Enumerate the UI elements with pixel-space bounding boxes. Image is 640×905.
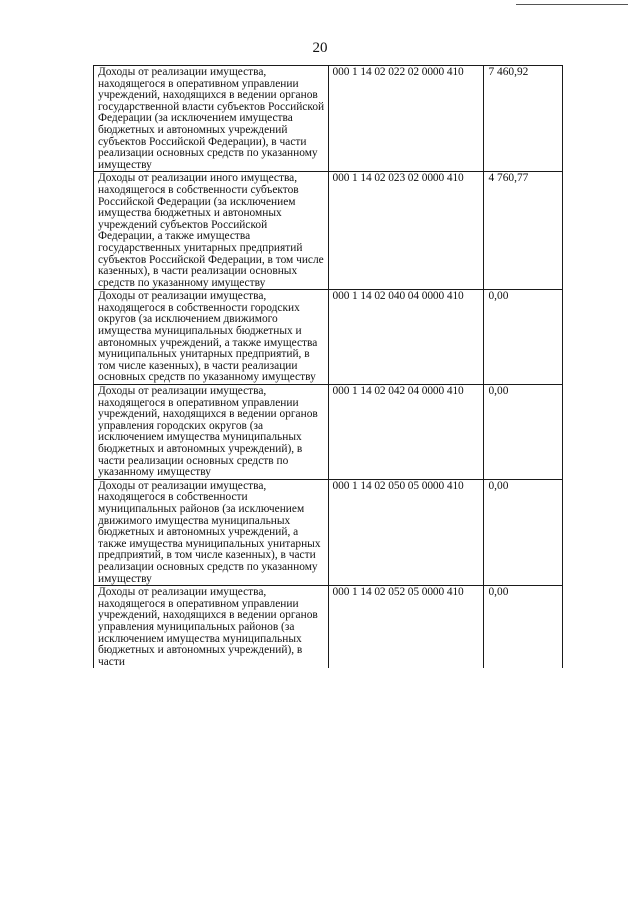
row-amount-cell: 0,00 — [484, 586, 563, 669]
row-code-cell: 000 1 14 02 023 02 0000 410 — [328, 172, 484, 290]
row-code-cell: 000 1 14 02 022 02 0000 410 — [328, 66, 484, 172]
row-code-cell: 000 1 14 02 052 05 0000 410 — [328, 586, 484, 669]
table-row — [94, 479, 563, 585]
corner-mark-line — [516, 4, 628, 5]
row-name-cell: Доходы от реализации имущества, находящегося в оперативном управлении учреждений, находящихся в ведении органов государственной власти субъектов Российской Федерации (за исключением имущества бюджетных и автономных учреждений субъектов Российской Федерации), в части реализации основных средств по указанному имуществу — [94, 66, 329, 172]
row-code-cell: 000 1 14 02 042 04 0000 410 — [328, 385, 484, 480]
revenue-table — [93, 65, 563, 668]
row-amount-cell: 0,00 — [484, 479, 563, 585]
table-row — [94, 586, 563, 669]
row-name-cell: Доходы от реализации имущества, находящегося в оперативном управлении учреждений, находящихся в ведении органов управления городских округов (за исключением имущества муниципальных бюджетных и автономных учреждений), в части реализации основных средств по указанному имуществу — [94, 385, 329, 480]
row-name-cell: Доходы от реализации имущества, находящегося в собственности муниципальных районов (за исключением движимого имущества муниципальных бюджетных и автономных учреждений, а также имущества муниципальных унитарных предприятий, в том числе казенных), в части реализации основных средств по указанному имуществу — [94, 479, 329, 585]
row-amount-cell: 0,00 — [484, 385, 563, 480]
row-code-cell: 000 1 14 02 040 04 0000 410 — [328, 290, 484, 385]
row-name-cell: Доходы от реализации имущества, находящегося в собственности городских округов (за исключением движимого имущества муниципальных бюджетных и автономных учреждений, а также имущества муниципальных унитарных предприятий, в том числе казенных), в части реализации основных средств по указанному имуществу — [94, 290, 329, 385]
row-amount-cell: 4 760,77 — [484, 172, 563, 290]
row-name-cell: Доходы от реализации имущества, находящегося в оперативном управлении учреждений, находящихся в ведении органов управления муниципальных районов (за исключением имущества муниципальных бюджетных и автономных учреждений), в части — [94, 586, 329, 669]
table-row — [94, 385, 563, 480]
row-amount-cell: 0,00 — [484, 290, 563, 385]
table-row — [94, 290, 563, 385]
table-row — [94, 172, 563, 290]
row-code-cell: 000 1 14 02 050 05 0000 410 — [328, 479, 484, 585]
table-row — [94, 66, 563, 172]
row-name-cell: Доходы от реализации иного имущества, находящегося в собственности субъектов Российской Федерации (за исключением имущества бюджетных и автономных учреждений субъектов Российской Федерации, а также имущества государственных унитарных предприятий субъектов Российской Федерации, в том числе казенных), в части реализации основных средств по указанному имуществу — [94, 172, 329, 290]
page-number: 20 — [312, 40, 328, 56]
row-amount-cell: 7 460,92 — [484, 66, 563, 172]
